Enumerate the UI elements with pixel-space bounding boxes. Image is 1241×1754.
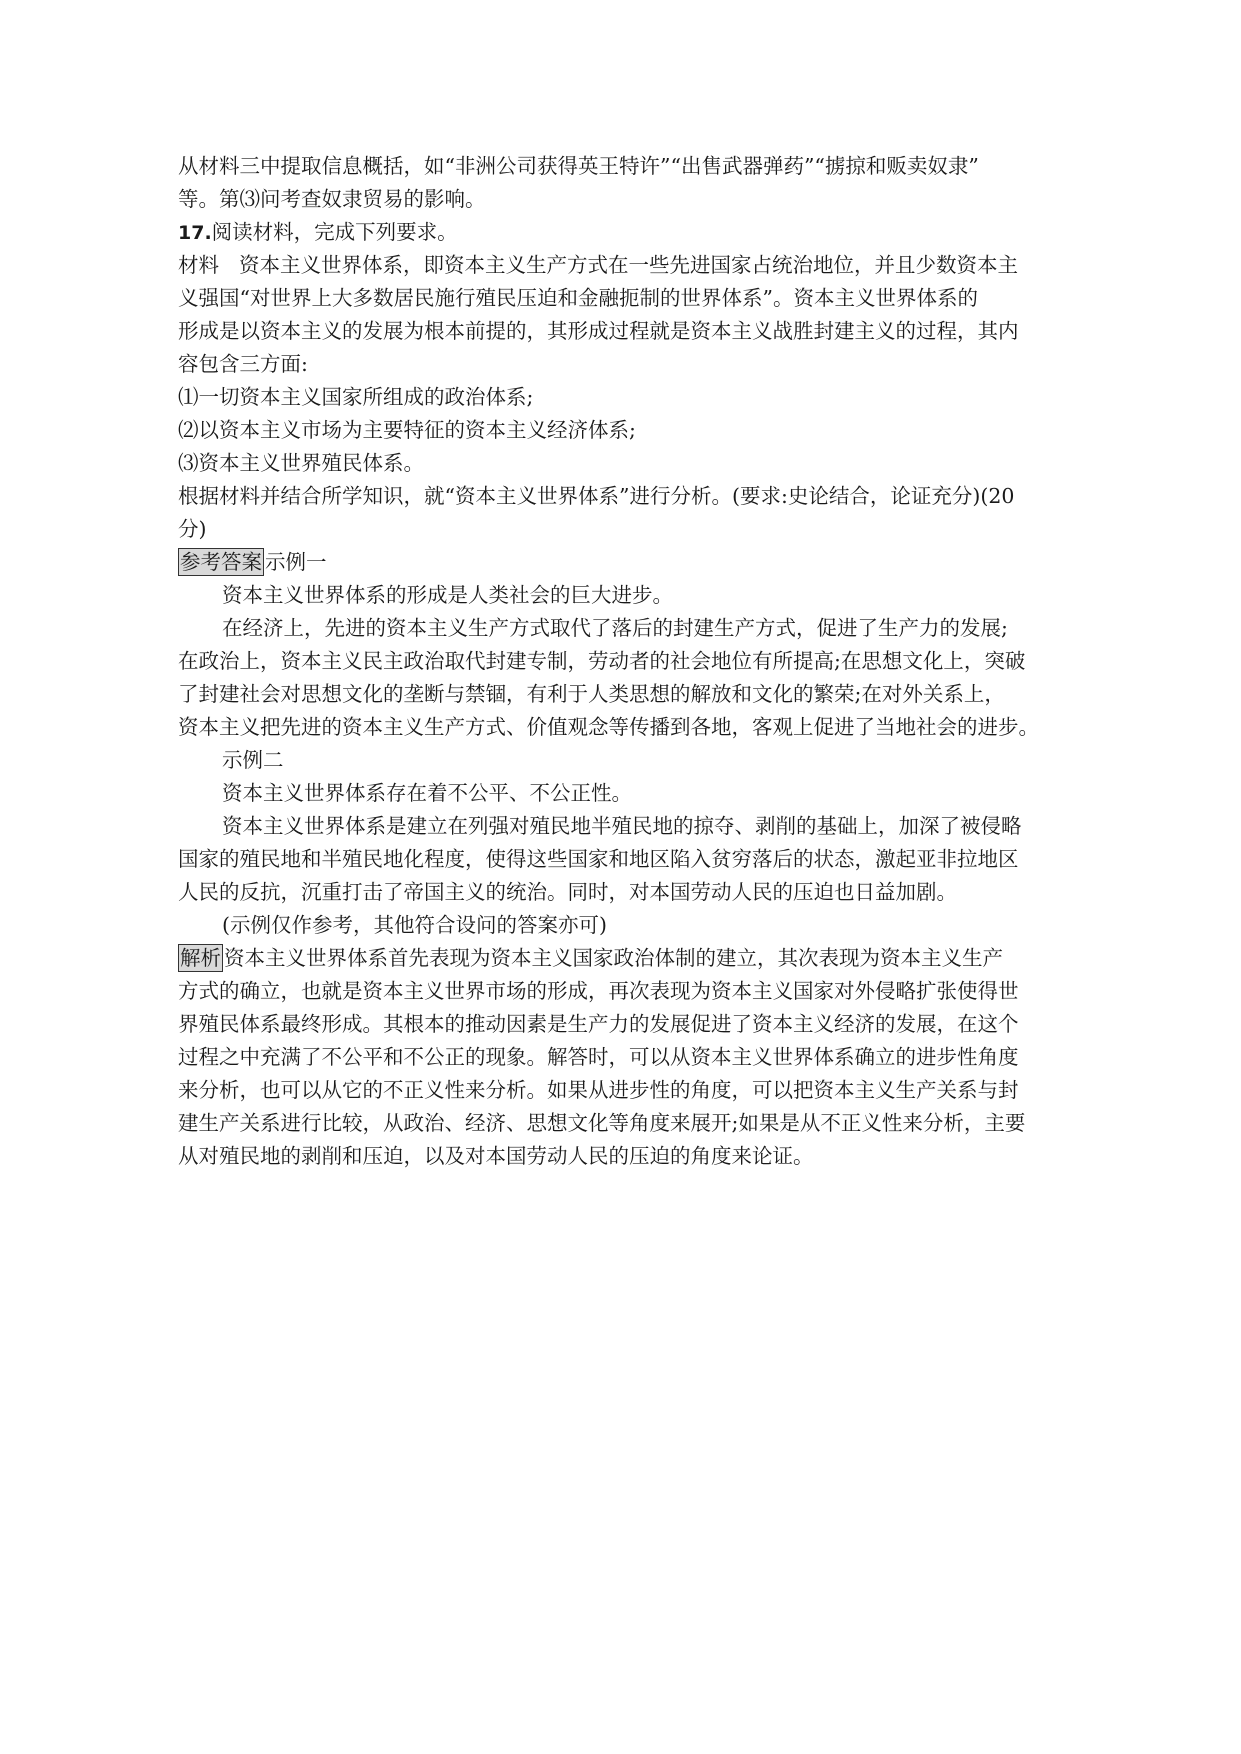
material-text: 资本主义世界体系，即资本主义生产方式在一些先进国家占统治地位，并且少数资本主 xyxy=(239,253,1018,277)
material-line: 容包含三方面: xyxy=(178,352,308,376)
material-line: 形成是以资本主义的发展为根本前提的，其形成过程就是资本主义战胜封建主义的过程，其内 xyxy=(178,319,1019,343)
material-line: 义强国“对世界上大多数居民施行殖民压迫和金融扼制的世界体系”。资本主义世界体系的 xyxy=(178,286,978,310)
analysis-line: 建生产关系进行比较，从政治、经济、思想文化等角度来展开;如果是从不正义性来分析，主要 xyxy=(178,1111,1026,1135)
analysis-header xyxy=(178,942,1068,975)
example1-label: 示例一 xyxy=(265,550,327,574)
analysis-tag: 解析 xyxy=(180,946,221,970)
answer-tag: 参考答案 xyxy=(180,550,262,574)
analysis-line: 过程之中充满了不公平和不公正的现象。解答时，可以从资本主义世界体系确立的进步性角度 xyxy=(178,1045,1019,1069)
example2-label: 示例二 xyxy=(222,748,284,772)
example2-line: 人民的反抗，沉重打击了帝国主义的统治。同时，对本国劳动人民的压迫也日益加剧。 xyxy=(178,880,957,904)
analysis-first-line: 资本主义世界体系首先表现为资本主义国家政治体制的建立，其次表现为资本主义生产 xyxy=(224,946,1003,970)
list-item: ⑶资本主义世界殖民体系。 xyxy=(178,451,424,475)
example2-line: 国家的殖民地和半殖民地化程度，使得这些国家和地区陷入贫穷落后的状态，激起亚非拉地区 xyxy=(178,847,1019,871)
analysis-line: 方式的确立，也就是资本主义世界市场的形成，再次表现为资本主义国家对外侵略扩张使得世 xyxy=(178,979,1019,1003)
question-number: 17. xyxy=(178,222,212,244)
example1-line: 了封建社会对思想文化的垄断与禁锢，有利于人类思想的解放和文化的繁荣;在对外关系上， xyxy=(178,682,1005,706)
example1-thesis: 资本主义世界体系的形成是人类社会的巨大进步。 xyxy=(222,583,673,607)
material-label: 材料 xyxy=(178,253,219,277)
question-instruction: 阅读材料，完成下列要求。 xyxy=(211,220,458,244)
answer-header xyxy=(178,546,1068,579)
example2-thesis: 资本主义世界体系存在着不公平、不公正性。 xyxy=(222,781,632,805)
list-item: ⑴一切资本主义国家所组成的政治体系; xyxy=(178,385,534,409)
example2-line: 资本主义世界体系是建立在列强对殖民地半殖民地的掠夺、剥削的基础上，加深了被侵略 xyxy=(222,814,1022,838)
analysis-line: 从对殖民地的剥削和压迫，以及对本国劳动人民的压迫的角度来论证。 xyxy=(178,1144,814,1168)
question-header xyxy=(178,216,1068,249)
document-page xyxy=(178,150,1068,1173)
requirement-line: 根据材料并结合所学知识，就“资本主义世界体系”进行分析。(要求:史论结合，论证充分)(20 xyxy=(178,484,1015,508)
example1-line: 在经济上，先进的资本主义生产方式取代了落后的封建生产方式，促进了生产力的发展; xyxy=(222,616,1008,640)
prev-analysis-line: 等。第⑶问考查奴隶贸易的影响。 xyxy=(178,187,486,211)
material-line xyxy=(178,249,1068,282)
example1-line: 在政治上，资本主义民主政治取代封建专制，劳动者的社会地位有所提高;在思想文化上，突破 xyxy=(178,649,1026,673)
prev-analysis-line: 从材料三中提取信息概括，如“非洲公司获得英王特许”“出售武器弹药”“掳掠和贩卖奴隶” xyxy=(178,154,979,178)
requirement-line: 分) xyxy=(178,517,207,541)
example1-line: 资本主义把先进的资本主义生产方式、价值观念等传播到各地，客观上促进了当地社会的进步。 xyxy=(178,715,1039,739)
list-item: ⑵以资本主义市场为主要特征的资本主义经济体系; xyxy=(178,418,636,442)
analysis-line: 来分析，也可以从它的不正义性来分析。如果从进步性的角度，可以把资本主义生产关系与封 xyxy=(178,1078,1019,1102)
answer-note: (示例仅作参考，其他符合设问的答案亦可) xyxy=(222,913,607,937)
analysis-line: 界殖民体系最终形成。其根本的推动因素是生产力的发展促进了资本主义经济的发展，在这个 xyxy=(178,1012,1019,1036)
